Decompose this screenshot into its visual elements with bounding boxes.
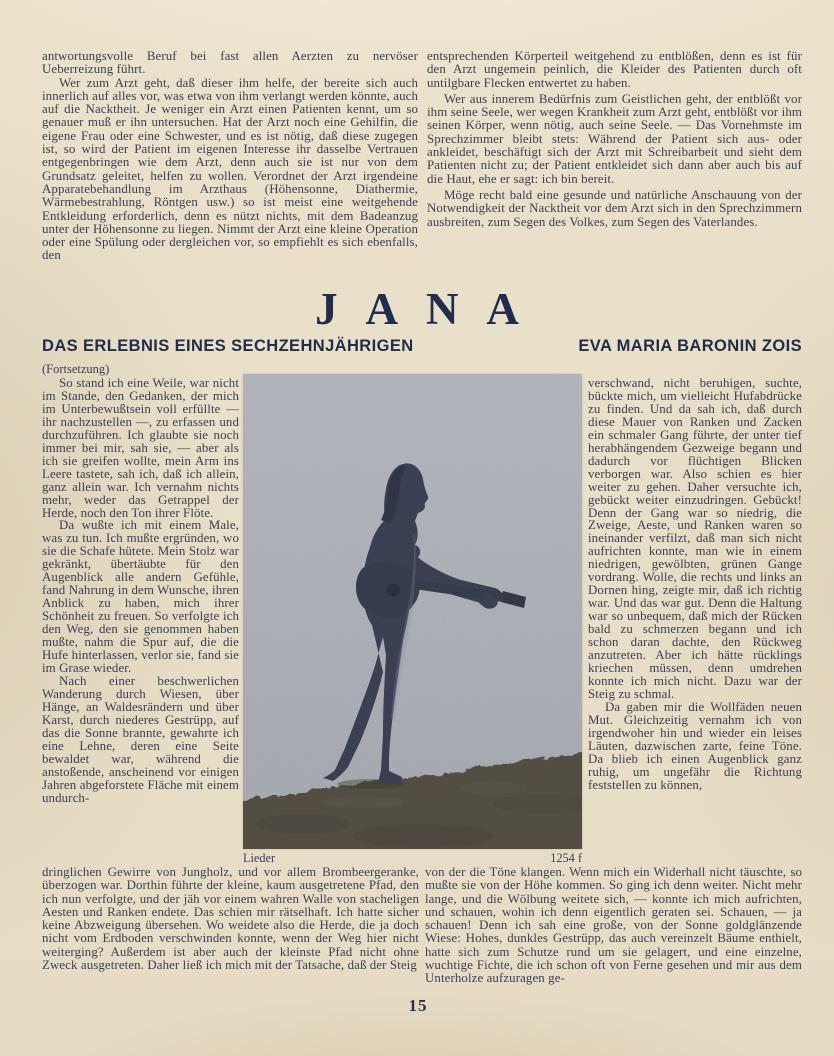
photo-caption-title: Lieder xyxy=(243,851,276,865)
paragraph: entsprechenden Körperteil weitgehend zu entblößen, denn es ist für den Arzt ungemein peinlich, die Kleider des Patienten durch oft untilgbare Flecken entwertet zu haben. xyxy=(427,49,802,90)
paragraph: Da wußte ich mit einem Male, was zu tun. Ich mußte ergründen, wo sie die Schafe hütete. Mein Stolz war gekränkt, übertäubte für den Augenblick alle andern Gefühle, fand Nahrung in dem Wunsche, ihren Anblick zu haben, mich ihrer Schönheit zu freuen. So verfolgte ich den Weg, den sie genommen haben mußte, nahm die Spur auf, die die Hufe hinterlassen, verlor sie, fand sie im Grase wieder. xyxy=(42,518,239,675)
paragraph: dringlichen Gewirre von Jungholz, und vor allem Brombeergeranke, überzogen war. Dorthin führte der kleine, kaum ausgetretene Pfad, den ich nun verfolgte, und der jäh vor einem wahren Walle von stacheligen Aesten und Ranken endete. Das schien mir rätselhaft. Ich hatte sicher keine Abzweigung übersehen. Wo weidete also die Herde, die ja doch nicht vom Erdboden verschwinden konnte, wenn der Weg hier nicht weiterging? Außerdem ist aber auch der kleinste Pfad nicht ohne Zweck ausgetreten. Daher ließ ich mich mit der Tatsache, daß der Steig xyxy=(42,865,419,973)
photo-caption-number: 1254 f xyxy=(550,851,582,865)
paragraph: Wer aus innerem Bedürfnis zum Geistlichen geht, der entblößt vor ihm seine Seele, wer wegen Krankheit zum Arzt geht, entblößt vor ihm seinen Körper, wenn nötig, auch seine Seele. — Das Vornehmste im Sprechzimmer bleibt stets: Während der Patient sich aus- oder ankleidet, beschäftigt sich der Arzt mit Schreibarbeit und sieht dem Patienten nicht zu; der Patient entkleidet sich dann aber auch bis auf die Haut, ehe er sagt: ich bin bereit. xyxy=(427,91,802,186)
paragraph: Da gaben mir die Wollfäden neuen Mut. Gleichzeitig vernahm ich von irgendwoher hin und wieder ein leises Läuten, dazwischen zarte, feine Töne. Da blieb ich einen Augenblick ganz ruhig, um ungefähr die Richtung feststellen zu können, xyxy=(588,699,802,792)
photo-illustration xyxy=(243,374,582,849)
story-title: JANA xyxy=(315,284,547,334)
paragraph: verschwand, nicht beruhigen, suchte, bückte mich, um vielleicht Hufabdrücke zu finden. Und da sah ich, daß durch diese Mauer von Ranken und Zacken ein schmaler Gang führte, der unter tief herabhängendem Gezweige begann und dadurch vor flüchtigen Blicken verborgen war. Also schien es hier weiter zu gehen. Daher versuchte ich, gebückt weiter einzudringen. Gebückt! Denn der Gang war so niedrig, die Zweige, Aeste, und Ranken waren so ineinander verfilzt, daß man sich nicht aufrichten konnte, man wie in einem niedrigen, gewölbten, grünen Gange vordrang. Wolle, die rechts und links an Dornen hing, zeigte mir, daß ich richtig war. Und das war gut. Denn die Haltung war so unbequem, daß mich der Rücken bald zu schmerzen begann und ich schon daran dachte, den Rückweg anzutreten. Aber ich hätte rücklings kriechen müssen, denn umdrehen konnte ich mich nicht. Dazu war der Steig zu schmal. xyxy=(588,376,802,701)
bottom-left-column xyxy=(42,866,419,972)
continuation-note: (Fortsetzung) xyxy=(42,362,110,376)
paragraph: Wer zum Arzt geht, daß dieser ihm helfe, der bereite sich auch innerlich auf alles vor, was etwa von ihm verlangt werden könnte, auch auf die Nacktheit. Je weniger ein Arzt einen Patienten kennt, um so genauer muß er ihn untersuchen. Hat der Arzt noch eine Gehilfin, die eigene Frau oder eine Schwester, und es ist nötig, daß diese zugegen ist, so wird der Patient im eigenen Interesse ihr dasselbe Vertrauen entgegenbringen wie dem Arzt, denn auch sie ist nur von dem Grundsatz geleitet, helfen zu wollen. Verordnet der Arzt irgendeine Apparatebehandlung im Arzthaus (Höhensonne, Diathermie, Wärmebestrahlung, Röntgen usw.) so ist meist eine weitgehende Entkleidung erforderlich, denn es nützt nichts, mit dem Badeanzug unter der Höhensonne zu liegen. Nimmt der Arzt eine kleine Operation oder eine Spülung oder dergleichen vor, so empfiehlt es sich ebenfalls, den xyxy=(42,75,418,263)
paragraph: von der die Töne klangen. Wenn mich ein Widerhall nicht täuschte, so mußte sie von der Höhe kommen. So ging ich denn weiter. Nicht mehr lange, und die Wölbung weitete sich, — konnte ich mich aufrichten, und schauen, wohin ich denn eigentlich geraten sei. Schauen, — ja schauen! Denn ich sah eine große, von der Sonne goldglänzende Wiese: Hohes, dunkles Gestrüpp, das auch vereinzelt Bäume enthielt, hatte sich zum Schutze rund um sie gelagert, und eine einzelne, wuchtige Fichte, die ich schon oft von Ferne gesehen und mir aus dem Unterholze aufzuragen ge- xyxy=(425,865,802,986)
story-subtitle-row xyxy=(42,337,802,356)
photo-grain-overlay xyxy=(243,374,582,849)
story-right-column xyxy=(588,377,802,792)
paragraph: Nach einer beschwerlichen Wanderung durch Wiesen, über Hänge, an Waldesrändern und über Karst, durch niederes Gestrüpp, auf das die Sonne brannte, gewahrte ich eine Lehne, deren eine Seite bewaldet war, während die anstoßende, anscheinend vor einigen Jahren abgeforstete Fläche mit einem undurch- xyxy=(42,673,239,805)
paragraph: Möge recht bald eine gesunde und natürliche Anschauung von der Notwendigkeit der Nacktheit vor dem Arzt sich in den Sprechzimmern ausbreiten, zum Segen des Volkes, zum Segen des Vaterlandes. xyxy=(427,187,802,229)
story-author: EVA MARIA BARONIN ZOIS xyxy=(578,337,802,355)
story-left-column xyxy=(42,377,239,804)
photo-caption-row xyxy=(243,851,582,866)
top-article-right-column xyxy=(427,50,802,229)
photo-nude-guitarist xyxy=(243,374,582,849)
paragraph: So stand ich eine Weile, war nicht im Stande, den Gedanken, der mich im Unterbewußtsein voll erfüllte — ihr nachzustellen —, zu erfassen und durchzuführen. Ich glaubte sie noch immer bei mir, sah sie, — aber als ich sie greifen wollte, mein Arm ins Leere tastete, sah ich, daß ich allein, ganz allein war. Ich vernahm nichts mehr, weder das Getrappel der Herde, noch den Ton ihrer Flöte. xyxy=(42,376,239,520)
top-article-left-column xyxy=(42,50,418,263)
story-subtitle: DAS ERLEBNIS EINES SECHZEHNJÄHRIGEN xyxy=(42,337,414,355)
page-number: 15 xyxy=(408,996,428,1015)
bottom-right-column xyxy=(425,866,802,986)
paragraph: antwortungsvolle Beruf bei fast allen Aerzten zu nervöser Ueberreizung führt. xyxy=(42,49,418,77)
